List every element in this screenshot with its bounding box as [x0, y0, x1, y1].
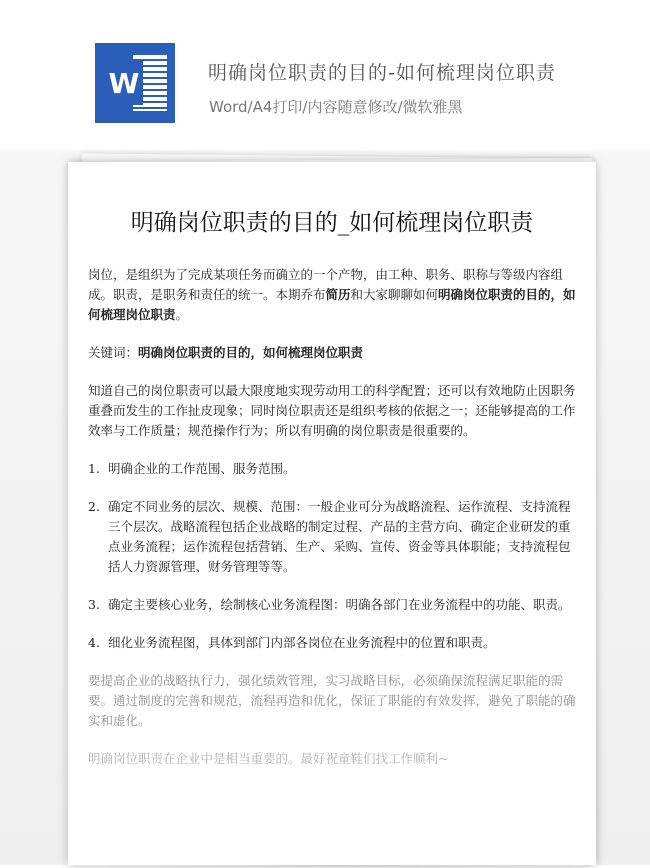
- body-paragraph-2: 知道自己的岗位职责可以最大限度地实现劳动用工的科学配置；还可以有效地防止因职务重叠而发生的工作扯皮现象；同时岗位职责还是组织考核的依据之一；还能够提高的工作效率与工作质量；规范操作行为；所以有明确的岗位职责是很重要的。: [88, 383, 576, 438]
- closing-line: 明确岗位职责在企业中是相当重要的。最好祝童鞋们找工作顺利~: [88, 751, 449, 766]
- keywords-line: [88, 343, 576, 363]
- list-item: [88, 633, 576, 653]
- word-document-icon: [95, 43, 175, 123]
- list-text: 明确企业的工作范围、服务范围。: [108, 461, 296, 476]
- intro-paragraph: [88, 265, 576, 325]
- list-number: 4.: [88, 635, 100, 650]
- document-title: 明确岗位职责的目的_如何梳理岗位职责: [130, 210, 534, 236]
- list-text: 确定主要核心业务，绘制核心业务流程图：明确各部门在业务流程中的功能、职责。: [108, 597, 571, 612]
- list-item: [88, 595, 576, 615]
- body-paragraph-3: 要提高企业的战略执行力，强化绩效管理，实习战略目标，必须确保流程满足职能的需要。通过制度的完善和规范，流程再造和优化，保证了职能的有效发挥，避免了职能的确实和虚化。: [88, 673, 576, 728]
- list-number: 1.: [88, 461, 100, 476]
- list-number: 3.: [88, 597, 100, 612]
- intro-bold-1: 简历: [325, 287, 351, 302]
- word-badge: W: [105, 61, 143, 105]
- list-text: 细化业务流程图，具体到部门内部各岗位在业务流程中的位置和职责。: [108, 635, 496, 650]
- keywords-value: 明确岗位职责的目的，如何梳理岗位职责: [138, 345, 364, 360]
- intro-text-3: 。: [175, 307, 189, 322]
- intro-text-2: 和大家聊聊如何: [350, 287, 439, 302]
- intro-bold-2: 明确岗位职责的目的，如何梳理岗位职责: [88, 287, 576, 322]
- preview-header: [0, 0, 650, 150]
- intro-text-1: 岗位，是组织为了完成某项任务而确立的一个产物，由工种、职务、职称与等级内容组成。职责，是职务和责任的统一。本期乔布: [88, 267, 564, 302]
- header-title: 明确岗位职责的目的-如何梳理岗位职责: [208, 62, 556, 84]
- keywords-label: 关键词：: [88, 345, 139, 360]
- header-subtitle: Word/A4打印/内容随意修改/微软雅黑: [209, 98, 463, 116]
- list-item: [88, 459, 576, 479]
- list-text: 确定不同业务的层次、规模、范围：一般企业可分为战略流程、运作流程、支持流程三个层次。战略流程包括企业战略的制定过程、产品的主营方向、确定企业研发的重点业务流程；运作流程包括营销、生产、采购、宣传、资金等具体职能；支持流程包括人力资源管理、财务管理等等。: [108, 499, 571, 574]
- list-number: 2.: [88, 499, 100, 514]
- document-body: [88, 265, 576, 769]
- document-page: [68, 162, 596, 865]
- list-item: [88, 497, 576, 577]
